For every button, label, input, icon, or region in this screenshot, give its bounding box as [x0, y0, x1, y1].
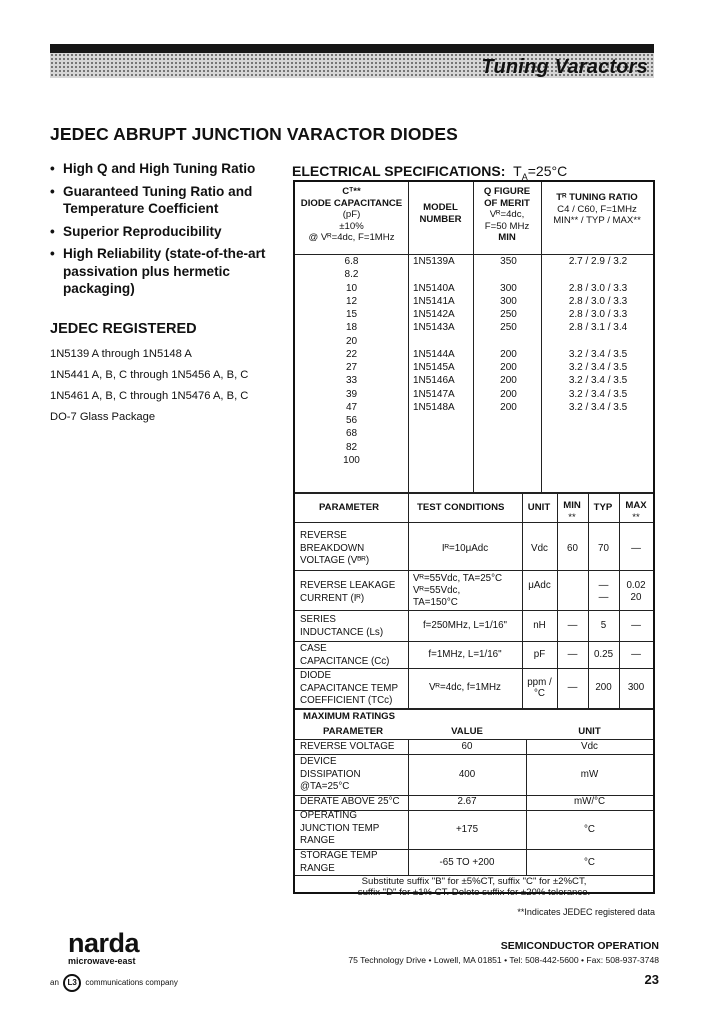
max-cell: 0.02	[626, 580, 646, 591]
jedec-list	[50, 344, 248, 428]
q-cell: 200	[500, 348, 517, 360]
typ-header: TYP	[593, 502, 613, 513]
min-cell: —	[567, 649, 578, 660]
param-cell: REVERSE BREAKDOWN VOLTAGE (Vᴮᴿ)	[300, 530, 370, 567]
cap-cell: 68	[345, 428, 358, 440]
banner-bar	[50, 44, 654, 53]
tuning-ratio-cell: 3.2 / 3.4 / 3.5	[568, 401, 628, 413]
rating-param: DEVICE DISSIPATION @TA=25°C	[300, 756, 361, 793]
rating-value: 2.67	[457, 796, 477, 807]
header-banner	[50, 44, 654, 78]
feature-item: • High Q and High Tuning Ratio	[50, 160, 280, 178]
rating-unit: mW	[580, 769, 599, 780]
typ-cell: 70	[598, 543, 609, 554]
feature-item: • Superior Reproducibility	[50, 223, 280, 241]
cap-cell: 18	[345, 322, 358, 334]
tr-header: Tᴿ TUNING RATIO C4 / C60, F=1MHz MIN** / TYP / MAX**	[553, 192, 641, 226]
unit-cell: μAdc	[528, 580, 551, 591]
logo-subtitle: microwave-east	[68, 956, 136, 966]
unit-cell: ppm /°C	[527, 677, 552, 699]
q-cell: 250	[500, 309, 517, 320]
cond-header: TEST CONDITIONS	[417, 502, 505, 513]
capacitance-row	[295, 309, 653, 322]
spec-title-text: ELECTRICAL SPECIFICATIONS:	[292, 163, 506, 179]
rating-value: 60	[461, 741, 473, 752]
param-cell: DIODE CAPACITANCE TEMP COEFFICIENT (TCc)	[300, 670, 398, 707]
typ-cell: —	[598, 592, 609, 603]
tuning-ratio-cell: 3.2 / 3.4 / 3.5	[568, 362, 628, 373]
model-cell: 1N5144A	[413, 348, 455, 360]
q-cell: 350	[500, 256, 517, 267]
typ-cell: —	[598, 580, 609, 591]
capacitance-row	[295, 336, 653, 349]
cap-cell: 8.2	[344, 269, 359, 281]
param-cell: SERIES INDUCTANCE (Ls)	[300, 614, 384, 638]
rating-value: 400	[458, 769, 476, 780]
unit-cell: pF	[533, 649, 546, 660]
banner-title: Tuning Varactors	[481, 56, 648, 78]
capacitance-row	[295, 283, 653, 296]
value-header: VALUE	[451, 726, 483, 737]
tuning-ratio-cell: 2.8 / 3.0 / 3.3	[568, 295, 628, 307]
capacitance-row	[295, 442, 653, 455]
q-cell: 300	[500, 282, 517, 294]
model-cell: 1N5141A	[413, 295, 455, 307]
cap-cell: 20	[345, 335, 358, 347]
cap-cell: 82	[345, 441, 358, 453]
typ-cell: 5	[600, 620, 607, 631]
capacitance-row	[295, 349, 653, 362]
tuning-ratio-cell: 2.8 / 3.0 / 3.3	[568, 282, 628, 294]
rating-param: OPERATING JUNCTION TEMP RANGE	[300, 810, 380, 847]
model-cell: 1N5139A	[413, 256, 455, 267]
rating-unit: °C	[584, 824, 595, 835]
cap-cell: 12	[345, 295, 358, 307]
jedec-line: 1N5139 A through 1N5148 A	[50, 348, 192, 360]
max-cell: 300	[627, 682, 645, 693]
cap-cell: 33	[345, 375, 358, 387]
cond-cell: Iᴿ=10μAdc	[441, 543, 489, 554]
model-cell: 1N5148A	[413, 401, 455, 413]
max-cell: —	[631, 543, 641, 554]
tuning-ratio-cell: 3.2 / 3.4 / 3.5	[568, 388, 628, 400]
capacitance-row	[295, 455, 653, 468]
model-cell: 1N5143A	[413, 322, 455, 334]
unit-cell: Vdc	[531, 543, 548, 554]
jedec-line: 1N5441 A, B, C through 1N5456 A, B, C	[50, 369, 249, 381]
jedec-line: DO-7 Glass Package	[50, 411, 156, 423]
unit-header: UNIT	[578, 726, 601, 737]
rating-param: REVERSE VOLTAGE	[300, 741, 395, 752]
cond-cell: f=1MHz, L=1/16"	[428, 649, 502, 660]
company-line: an L3 communications company	[50, 974, 178, 992]
cap-cell: 27	[345, 362, 358, 373]
param-cell: REVERSE LEAKAGE CURRENT (Iᴿ)	[300, 580, 396, 604]
tuning-ratio-cell: 3.2 / 3.4 / 3.5	[568, 375, 628, 387]
spec-title	[292, 163, 567, 182]
param-header: PARAMETER	[323, 726, 384, 737]
cap-cell: 15	[345, 309, 358, 320]
rating-unit: Vdc	[581, 741, 598, 752]
cap-header: Cᵀ** DIODE CAPACITANCE (pF) ±10% @ Vᴿ=4dc, F=1MHz	[300, 186, 403, 243]
jedec-footnote: **Indicates JEDEC registered data	[517, 907, 655, 917]
cap-cell: 10	[345, 282, 358, 294]
max-cell: —	[631, 649, 641, 660]
page-title: JEDEC ABRUPT JUNCTION VARACTOR DIODES	[50, 124, 458, 144]
feature-item: • High Reliability (state-of-the-art passivation plus hermetic packaging)	[50, 245, 280, 298]
tuning-ratio-cell: 2.7 / 2.9 / 3.2	[568, 256, 628, 267]
model-cell: 1N5146A	[413, 375, 455, 387]
model-cell: 1N5145A	[413, 362, 455, 373]
capacitance-row	[295, 256, 653, 269]
q-cell: 200	[500, 375, 517, 387]
unit-cell: nH	[533, 620, 546, 631]
cond-cell: Vᴿ=55Vdc, TA=25°C Vᴿ=55Vdc, TA=150°C	[413, 573, 503, 608]
q-cell: 200	[500, 388, 517, 400]
capacitance-row	[295, 362, 653, 375]
spec-table	[293, 180, 655, 898]
q-cell: 200	[500, 362, 517, 373]
min-cell: 60	[567, 543, 578, 554]
narda-logo: narda	[68, 928, 140, 958]
cap-cell: 47	[345, 401, 358, 413]
cond-cell: f=250MHz, L=1/16"	[422, 620, 508, 631]
page-number: 23	[644, 972, 659, 987]
rating-value: -65 TO +200	[439, 857, 495, 868]
max-cell: —	[631, 620, 641, 631]
typ-cell: 0.25	[593, 649, 614, 660]
cap-cell: 39	[345, 388, 358, 400]
rating-value: +175	[455, 824, 479, 835]
capacitance-row	[295, 269, 653, 282]
typ-cell: 200	[595, 682, 612, 693]
rating-param: STORAGE TEMP RANGE	[300, 850, 378, 874]
contact-address: 75 Technology Drive • Lowell, MA 01851 • Tel: 508-442-5600 • Fax: 508-937-3748	[348, 955, 659, 965]
cap-cell: 56	[345, 415, 358, 426]
q-cell: 250	[500, 322, 517, 334]
model-cell: 1N5140A	[413, 282, 455, 294]
q-cell: 300	[500, 295, 517, 307]
model-cell: 1N5147A	[413, 388, 455, 400]
capacitance-row	[295, 322, 653, 335]
max-ratings-title: MAXIMUM RATINGS	[303, 711, 396, 722]
capacitance-row	[295, 389, 653, 402]
max-cell: 20	[630, 592, 642, 603]
feature-item: • Guaranteed Tuning Ratio and Temperature Coefficient	[50, 183, 280, 218]
cap-cell: 100	[343, 454, 360, 466]
operation-title: SEMICONDUCTOR OPERATION	[500, 940, 659, 952]
cap-cell: 22	[345, 348, 358, 360]
min-cell: —	[567, 682, 578, 693]
cap-cell: 6.8	[344, 256, 359, 267]
rating-unit: mW/°C	[573, 796, 606, 807]
tuning-ratio-cell: 2.8 / 3.1 / 3.4	[568, 322, 628, 334]
param-cell: CASE CAPACITANCE (Cc)	[300, 643, 390, 667]
capacitance-row	[295, 402, 653, 415]
min-cell: —	[567, 620, 578, 631]
unit-header: UNIT	[527, 502, 551, 513]
model-cell: 1N5142A	[413, 309, 455, 320]
rating-unit: °C	[584, 857, 595, 868]
feature-list	[50, 160, 280, 303]
jedec-title: JEDEC REGISTERED	[50, 321, 197, 337]
tuning-ratio-cell: 3.2 / 3.4 / 3.5	[568, 348, 628, 360]
q-cell: 200	[500, 401, 517, 413]
cond-cell: Vᴿ=4dc, f=1MHz	[429, 682, 501, 693]
suffix-note: Substitute suffix "B" for ±5%CT, suffix "C" for ±2%CT, suffix "D" for ±1% CT. Delete suffix for ±20% tolerance.	[357, 876, 591, 898]
capacitance-row	[295, 296, 653, 309]
capacitance-row	[295, 428, 653, 441]
jedec-line: 1N5461 A, B, C through 1N5476 A, B, C	[50, 390, 249, 402]
q-header: Q FIGURE OF MERIT Vᴿ=4dc, F=50 MHz MIN	[483, 186, 531, 243]
capacitance-row	[295, 375, 653, 388]
spec-condition: $T_A=25^\circ C$	[513, 163, 568, 182]
model-header: MODEL NUMBER	[419, 202, 462, 225]
capacitance-row	[295, 415, 653, 428]
min-header: MIN **	[563, 500, 581, 523]
param-header: PARAMETER	[319, 502, 380, 513]
tuning-ratio-cell: 2.8 / 3.0 / 3.3	[568, 309, 628, 320]
rating-param: DERATE ABOVE 25°C	[300, 796, 400, 807]
l3-logo-icon: L3	[63, 974, 81, 992]
max-header: MAX **	[625, 500, 647, 523]
